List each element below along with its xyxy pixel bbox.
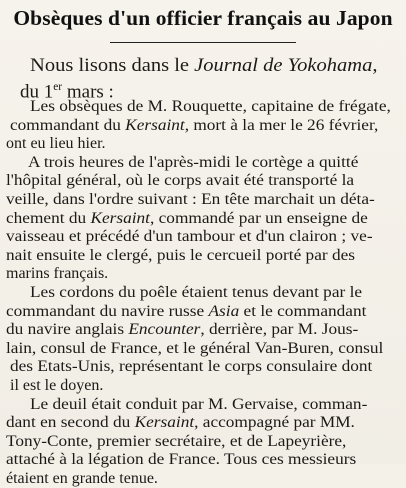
article-line (6, 135, 400, 154)
article-line (6, 228, 400, 247)
article-line (6, 247, 400, 266)
article-line (6, 321, 400, 340)
article-headline: Obsèques d'un officier français au Japon (13, 6, 393, 30)
article-line (6, 76, 400, 103)
article-line-text: commandant du navire russe Asia et le commandant (6, 302, 367, 320)
article-line (6, 56, 400, 76)
article-line (6, 358, 400, 377)
article-line-text: du navire anglais Encounter, derrière, par M. Jous- (6, 321, 359, 339)
article-line-text: ont eu lieu hier. (6, 135, 106, 153)
article-line-text: Les obsèques de M. Rouquette, capitaine de frégate, (30, 98, 391, 115)
article-line (6, 210, 400, 229)
article-line-text: il est le doyen. (10, 376, 104, 394)
article-line (6, 303, 400, 322)
article-line (6, 377, 400, 396)
article-line-text: Nous lisons dans le Journal de Yokohama, (30, 55, 378, 76)
article-line-text: Les cordons du poêle étaient tenus devant par le (30, 283, 363, 301)
article-line (6, 191, 400, 210)
article-line (6, 451, 400, 470)
article-line-text: l'hôpital général, où le corps avait été transporté la (6, 172, 355, 190)
article-line-text: nait ensuite le clergé, puis le cercueil porté par des (6, 246, 355, 264)
article-line (6, 117, 400, 136)
article-line (6, 414, 400, 433)
article-line (6, 470, 400, 488)
article-line-text: étaient en grande tenue. (6, 469, 158, 487)
article-body (6, 56, 400, 488)
article-line (6, 172, 400, 191)
article-line (6, 284, 400, 303)
headline-rule (110, 42, 296, 43)
article-line-text: dant en second du Kersaint, accompagné par MM. (6, 414, 355, 432)
article-line (6, 154, 400, 173)
article-line-text: Tony-Conte, premier secrétaire, et de Lapeyrière, (6, 432, 347, 450)
article-line-text: lain, consul de France, et le général Van-Buren, consul (6, 339, 384, 357)
article-line (6, 340, 400, 359)
article-line-text: Le deuil était conduit par M. Gervaise, comman- (30, 395, 368, 413)
article-line-text: des Etats-Unis, représentant le corps consulaire dont (10, 358, 373, 376)
article-line-text: marins français. (6, 265, 109, 283)
article-line-text: chement du Kersaint, commandé par un enseigne de (6, 209, 368, 227)
article-line-text: du 1er mars : (20, 81, 114, 103)
article-line-text: veille, dans l'ordre suivant : En tête marchait un déta- (6, 190, 375, 208)
article-line-text: A trois heures de l'après-midi le cortège a quitté (28, 153, 359, 171)
article-line-text: commandant du Kersaint, mort à la mer le 26 février, (10, 116, 379, 134)
article-line (6, 98, 400, 117)
article-line-text: vaisseau et précédé d'un tambour et d'un clairon ; ve- (6, 228, 373, 246)
article-line-text: attaché à la légation de France. Tous ces messieurs (6, 451, 357, 469)
article-line (6, 265, 400, 284)
article-line (6, 396, 400, 415)
article-line (6, 433, 400, 452)
